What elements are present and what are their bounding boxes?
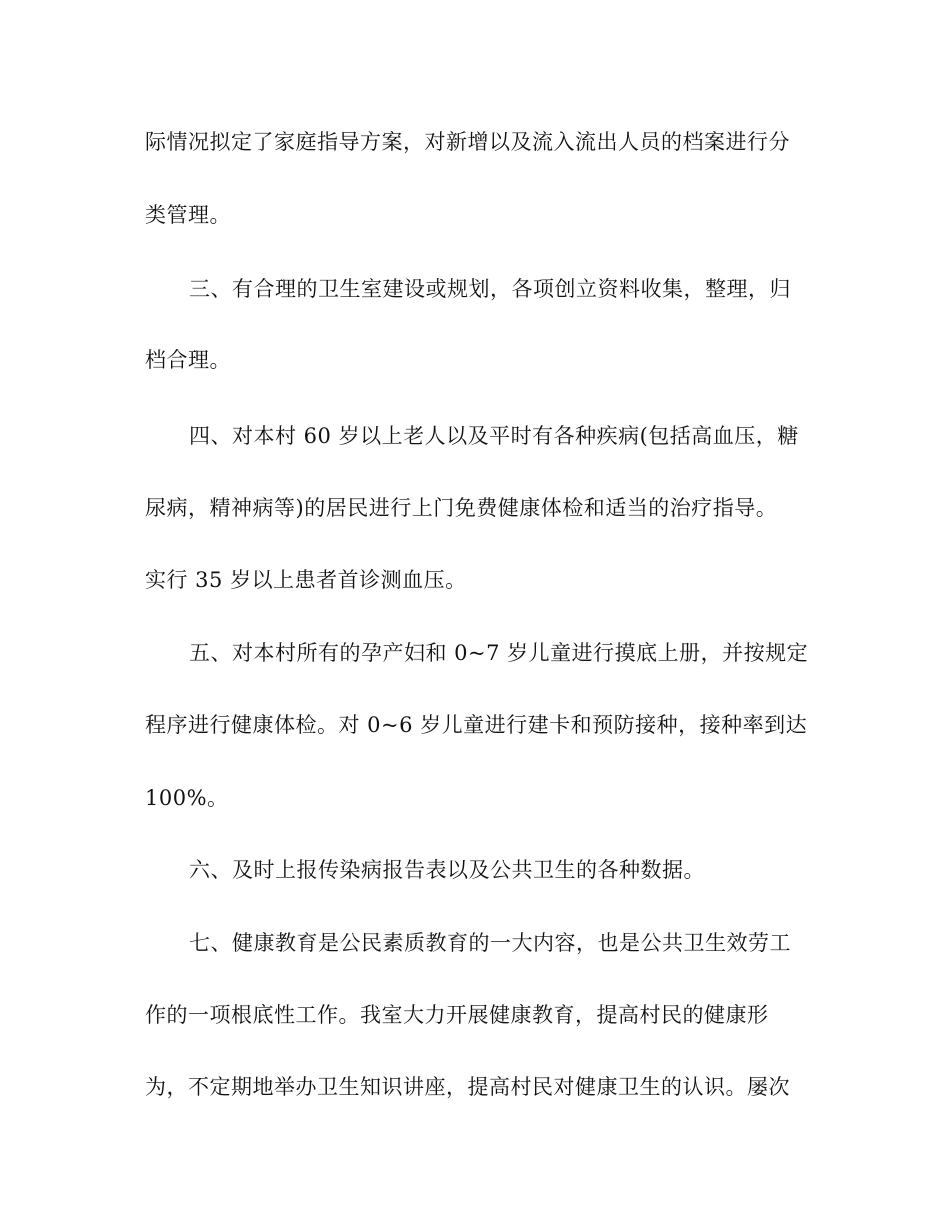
text-line: 程序进行健康体检。对 0~6 岁儿童进行建卡和预防接种，接种率到达: [145, 713, 808, 737]
text-line: 类管理。: [145, 203, 231, 227]
paragraph-start: 三、有合理的卫生室建设或规划，各项创立资料收集，整理，归: [189, 277, 791, 301]
text-line: 档合理。: [145, 348, 231, 372]
text-line: 际情况拟定了家庭指导方案，对新增以及流入流出人员的档案进行分: [145, 130, 790, 154]
paragraph-start: 七、健康教育是公民素质教育的一大内容，也是公共卫生效劳工: [189, 931, 791, 955]
paragraph-start: 四、对本村 60 岁以上老人以及平时有各种疾病(包括高血压，糖: [189, 424, 799, 448]
text-line: 作的一项根底性工作。我室大力开展健康教育，提高村民的健康形: [145, 1003, 769, 1027]
text-line: 为，不定期地举办卫生知识讲座，提高村民对健康卫生的认识。屡次: [145, 1075, 790, 1099]
paragraph-start: 五、对本村所有的孕产妇和 0~7 岁儿童进行摸底上册，并按规定: [189, 641, 809, 665]
text-line: 尿病，精神病等)的居民进行上门免费健康体检和适当的治疗指导。: [145, 496, 778, 520]
text-line: 100%。: [145, 786, 229, 810]
paragraph-start: 六、及时上报传染病报告表以及公共卫生的各种数据。: [189, 858, 705, 882]
text-line: 实行 35 岁以上患者首诊测血压。: [145, 568, 467, 592]
